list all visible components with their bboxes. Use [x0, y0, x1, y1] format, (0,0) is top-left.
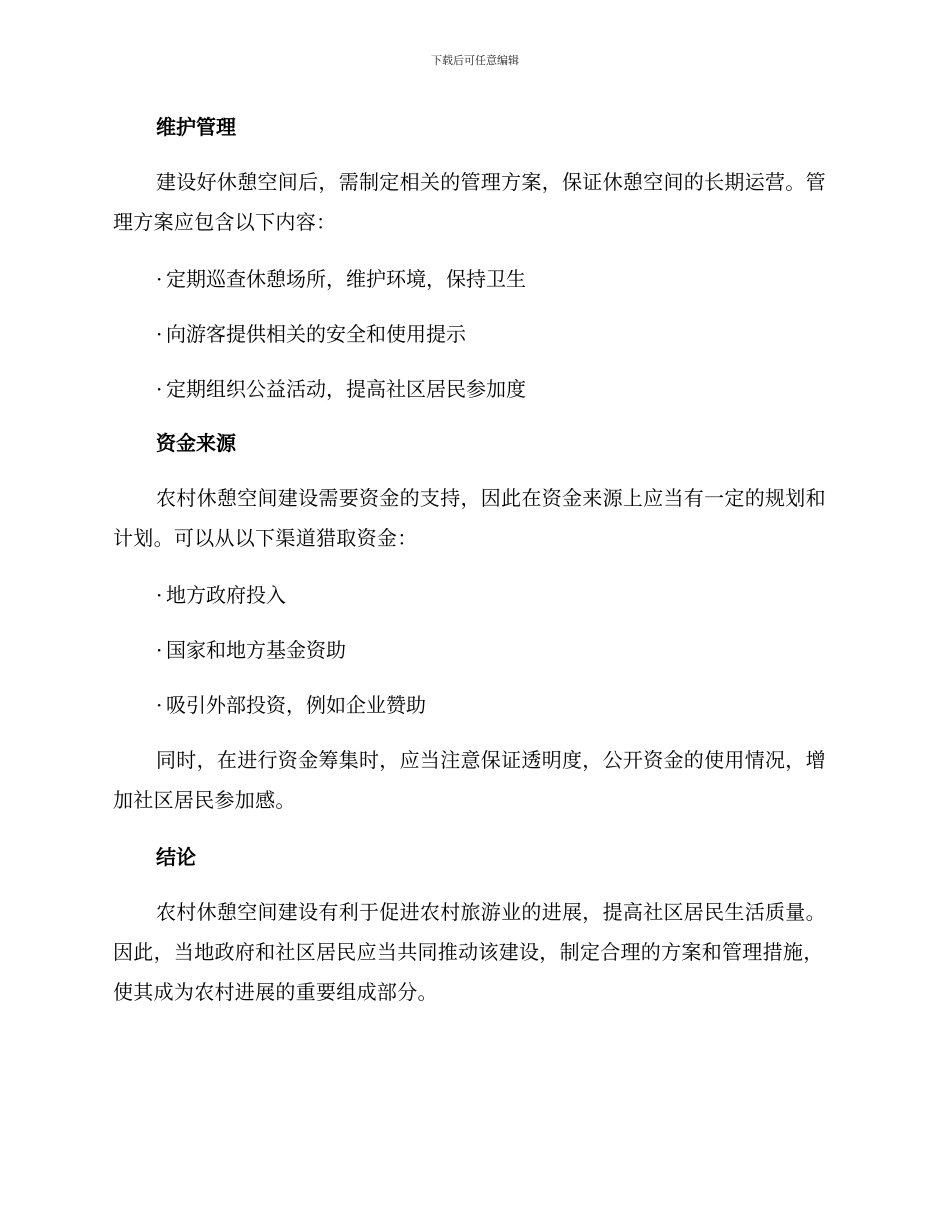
- bullet-text: 定期巡查休憩场所，维护环境，保持卫生: [166, 267, 526, 291]
- maintenance-bullet-3: [156, 376, 526, 402]
- maintenance-intro-paragraph: 建设好休憩空间后，需制定相关的管理方案，保证休憩空间的长期运营。管理方案应包含以下内容：: [113, 170, 826, 234]
- bullet-dot: ·: [156, 583, 163, 607]
- bullet-dot: ·: [156, 322, 163, 346]
- bullet-dot: ·: [156, 267, 163, 291]
- section-title-maintenance: 维护管理: [156, 115, 236, 139]
- bullet-text: 国家和地方基金资助: [166, 638, 346, 662]
- bullet-text: 吸引外部投资，例如企业赞助: [166, 693, 426, 717]
- page-header: 下载后可任意编辑: [431, 54, 519, 67]
- bullet-dot: ·: [156, 377, 163, 401]
- bullet-dot: ·: [156, 693, 163, 717]
- funding-bullet-3: [156, 692, 426, 718]
- bullet-text: 向游客提供相关的安全和使用提示: [166, 322, 466, 346]
- bullet-dot: ·: [156, 638, 163, 662]
- bullet-text: 地方政府投入: [166, 583, 286, 607]
- funding-closing-paragraph: 同时，在进行资金筹集时，应当注意保证透明度，公开资金的使用情况，增加社区居民参加感。: [113, 748, 826, 812]
- conclusion-paragraph: 农村休憩空间建设有利于促进农村旅游业的进展，提高社区居民生活质量。因此，当地政府和社区居民应当共同推动该建设，制定合理的方案和管理措施，使其成为农村进展的重要组成部分。: [113, 900, 826, 1004]
- funding-bullet-2: [156, 637, 346, 663]
- funding-intro-paragraph: 农村休憩空间建设需要资金的支持，因此在资金来源上应当有一定的规划和计划。可以从以下渠道猎取资金：: [113, 486, 826, 550]
- maintenance-bullet-2: [156, 321, 466, 347]
- funding-bullet-1: [156, 582, 286, 608]
- section-title-funding: 资金来源: [156, 431, 236, 455]
- maintenance-bullet-1: [156, 266, 526, 292]
- bullet-text: 定期组织公益活动，提高社区居民参加度: [166, 377, 526, 401]
- section-title-conclusion: 结论: [156, 845, 196, 869]
